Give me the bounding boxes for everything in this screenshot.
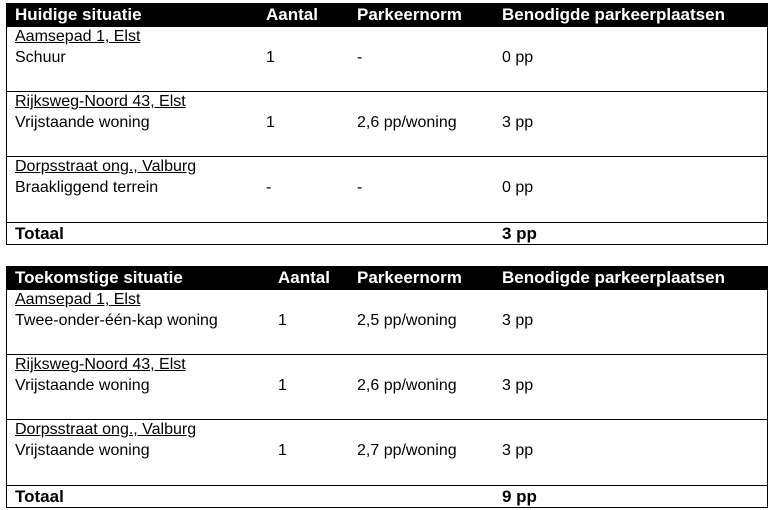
- table-header-row: [7, 267, 767, 289]
- total-label: Totaal: [15, 224, 64, 243]
- row-address: Rijksweg-Noord 43, Elst: [15, 356, 186, 373]
- header-situation: Toekomstige situatie: [15, 268, 183, 287]
- current-situation-table: [6, 3, 768, 245]
- header-required: Benodigde parkeerplaatsen: [502, 5, 725, 24]
- total-value: 9 pp: [502, 487, 537, 506]
- total-row: [7, 485, 767, 507]
- header-norm: Parkeernorm: [357, 268, 462, 287]
- row-address: Dorpsstraat ong., Valburg: [15, 421, 197, 438]
- row-count: 1: [266, 114, 275, 131]
- row-count: 1: [278, 377, 287, 394]
- row-address: Rijksweg-Noord 43, Elst: [15, 93, 186, 110]
- total-label: Totaal: [15, 487, 64, 506]
- row-norm: -: [357, 179, 363, 196]
- row-norm: -: [357, 49, 363, 66]
- header-count: Aantal: [266, 5, 318, 24]
- row-type: Vrijstaande woning: [15, 114, 150, 131]
- table-row: [7, 91, 767, 155]
- row-type: Twee-onder-één-kap woning: [15, 312, 218, 329]
- row-required: 0 pp: [502, 179, 534, 196]
- header-situation: Huidige situatie: [15, 5, 142, 24]
- row-address: Aamsepad 1, Elst: [15, 291, 141, 308]
- row-address: Aamsepad 1, Elst: [15, 28, 141, 45]
- table-row: [7, 26, 767, 90]
- row-required: 3 pp: [502, 312, 534, 329]
- row-count: -: [266, 179, 272, 196]
- row-required: 3 pp: [502, 114, 534, 131]
- row-count: 1: [278, 442, 287, 459]
- row-required: 3 pp: [502, 377, 534, 394]
- row-type: Schuur: [15, 49, 66, 66]
- row-norm: 2,5 pp/woning: [357, 312, 457, 329]
- row-norm: 2,6 pp/woning: [357, 377, 457, 394]
- row-count: 1: [278, 312, 287, 329]
- header-count: Aantal: [278, 268, 330, 287]
- row-type: Vrijstaande woning: [15, 377, 150, 394]
- row-norm: 2,7 pp/woning: [357, 442, 457, 459]
- table-row: [7, 419, 767, 483]
- row-count: 1: [266, 49, 275, 66]
- row-required: 0 pp: [502, 49, 534, 66]
- total-value: 3 pp: [502, 224, 537, 243]
- header-required: Benodigde parkeerplaatsen: [502, 268, 725, 287]
- table-row: [7, 289, 767, 353]
- header-norm: Parkeernorm: [357, 5, 462, 24]
- future-situation-table: [6, 266, 768, 508]
- row-norm: 2,6 pp/woning: [357, 114, 457, 131]
- table-row: [7, 156, 767, 220]
- table-header-row: [7, 4, 767, 26]
- table-row: [7, 354, 767, 418]
- row-address: Dorpsstraat ong., Valburg: [15, 158, 197, 175]
- total-row: [7, 222, 767, 244]
- row-type: Braakliggend terrein: [15, 179, 159, 196]
- row-required: 3 pp: [502, 442, 534, 459]
- row-type: Vrijstaande woning: [15, 442, 150, 459]
